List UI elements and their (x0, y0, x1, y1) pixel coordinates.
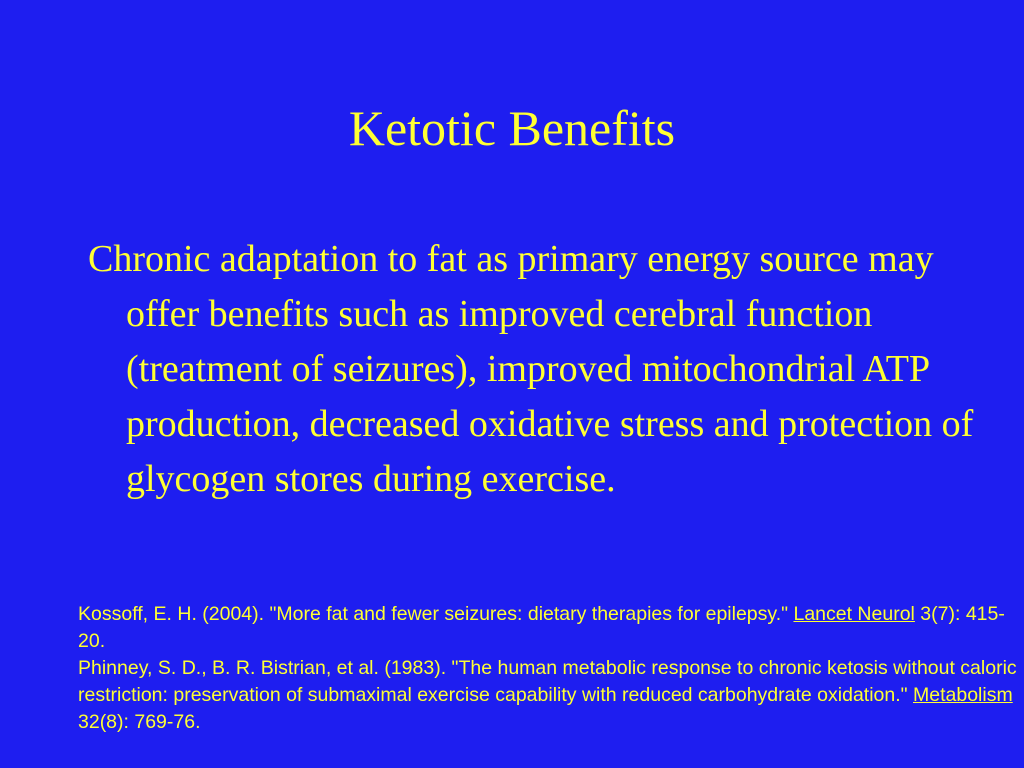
slide-title: Ketotic Benefits (348, 100, 676, 156)
reference-text: Kossoff, E. H. (2004). "More fat and fewer seizures: dietary therapies for epilepsy." (78, 603, 794, 625)
reference-text: Phinney, S. D., B. R. Bistrian, et al. (1983). "The human metabolic response to chronic ketosis without caloric restriction: preservation of submaximal exercise capability with reduced carbohydrate oxidation." (78, 657, 1017, 706)
reference-journal-link[interactable]: Metabolism (913, 684, 1013, 706)
reference-item (78, 655, 1018, 736)
reference-item (78, 601, 1018, 655)
slide-body-text: Chronic adaptation to fat as primary energy source may offer benefits such as improved cerebral function (treatment of seizures), improved mitochondrial ATP production, decreased oxidative stress and protection of glycogen stores during exercise. (88, 238, 974, 500)
reference-journal-link[interactable]: Lancet Neurol (793, 603, 915, 625)
reference-citation: 32(8): 769-76. (78, 711, 201, 733)
references (78, 601, 1018, 736)
reference-citation: 3(7): 415-20. (78, 603, 1005, 652)
